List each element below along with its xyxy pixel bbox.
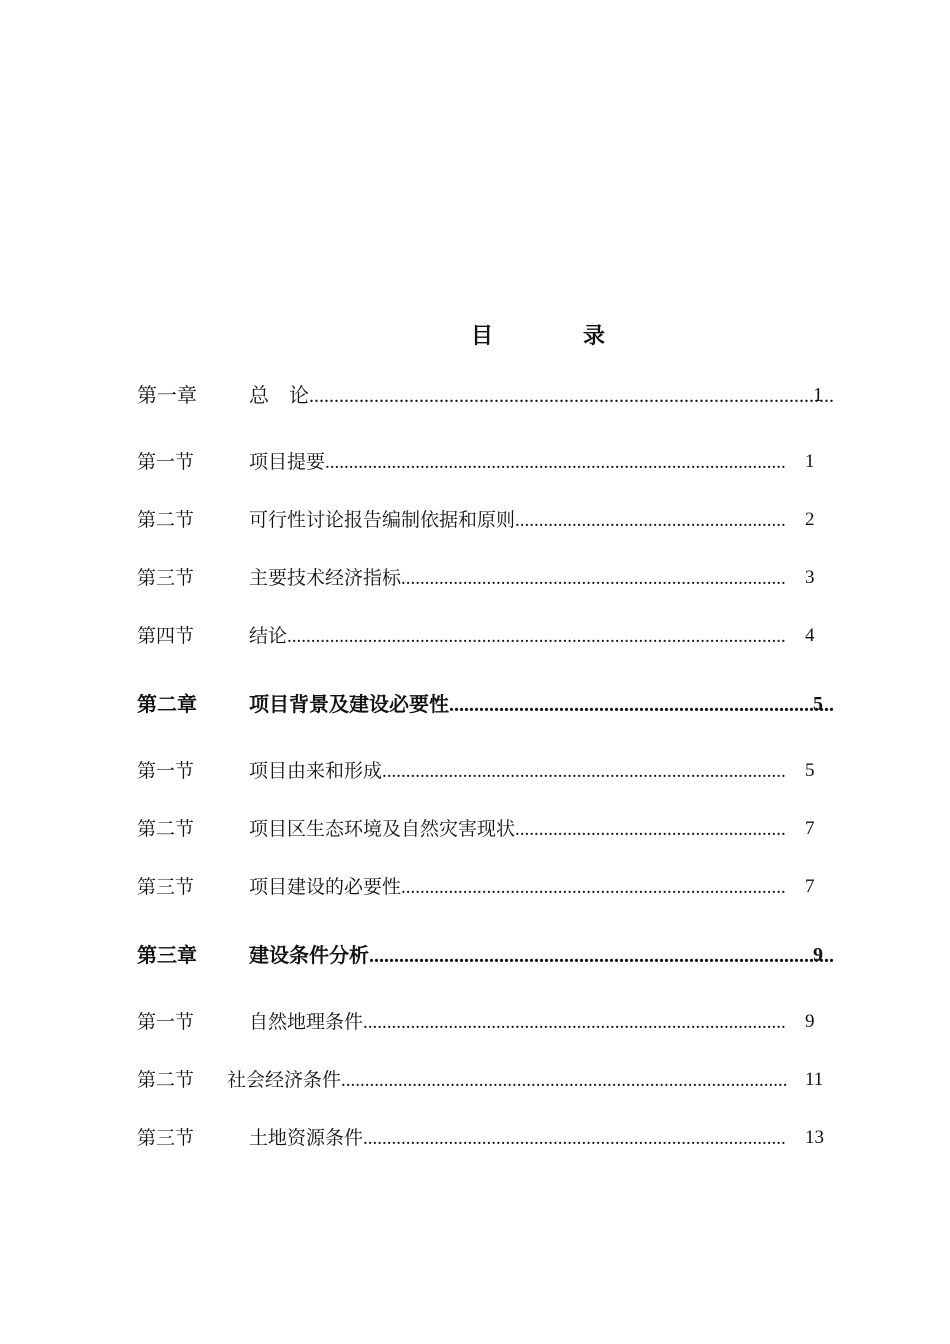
toc-entry-section[interactable]	[0, 1065, 950, 1095]
toc-entry-title: 总 论	[249, 383, 309, 407]
toc-entry-number: 第四节	[137, 625, 195, 647]
toc-entry-title: 结论	[249, 625, 288, 647]
toc-dot-leader	[309, 381, 834, 411]
toc-entry-number: 第三章	[137, 943, 197, 967]
toc-dot-leader	[382, 757, 787, 787]
toc-entry-title: 建设条件分析	[249, 943, 369, 967]
toc-entry-section[interactable]	[0, 563, 950, 593]
toc-dot-leader	[325, 448, 787, 478]
toc-dot-leader	[449, 690, 834, 720]
toc-entry-section[interactable]	[0, 1123, 950, 1153]
toc-entry-number: 第三节	[137, 1127, 195, 1149]
toc-title-right: 录	[583, 323, 606, 349]
toc-entry-title: 项目背景及建设必要性	[249, 692, 449, 716]
toc-entry-page: 7	[805, 876, 815, 897]
toc-entry-section[interactable]	[0, 756, 950, 786]
toc-entry-leader	[249, 940, 834, 971]
toc-entry-title: 社会经济条件	[227, 1069, 342, 1091]
toc-dot-leader	[369, 941, 834, 971]
toc-entry-section[interactable]	[0, 814, 950, 844]
toc-entry-leader	[249, 447, 787, 478]
toc-entry-chapter-1[interactable]	[0, 380, 950, 410]
toc-entry-number: 第二节	[137, 818, 195, 840]
toc-entry-number: 第二节	[137, 509, 195, 531]
toc-entry-number: 第三节	[137, 876, 195, 898]
toc-entry-page: 11	[805, 1069, 824, 1090]
toc-entry-number: 第二节	[137, 1069, 195, 1091]
toc-entry-title: 可行性讨论报告编制依据和原则	[249, 509, 516, 531]
toc-dot-leader	[363, 1124, 787, 1154]
toc-entry-leader	[249, 505, 787, 536]
toc-dot-leader	[341, 1066, 787, 1096]
toc-entry-page: 9	[813, 944, 823, 966]
toc-entry-leader	[249, 563, 787, 594]
toc-dot-leader	[401, 873, 787, 903]
toc-entry-page: 9	[805, 1011, 815, 1032]
toc-entry-leader	[249, 872, 787, 903]
toc-entry-number: 第三节	[137, 567, 195, 589]
toc-entry-number: 第一章	[137, 383, 197, 407]
toc-entry-leader	[249, 1007, 787, 1038]
toc-entry-number: 第一节	[137, 451, 195, 473]
toc-entry-leader	[249, 380, 834, 411]
toc-entry-section[interactable]	[0, 1007, 950, 1037]
toc-entry-page: 4	[805, 625, 815, 646]
toc-entry-leader	[249, 756, 787, 787]
toc-entry-section[interactable]	[0, 447, 950, 477]
toc-entry-title: 主要技术经济指标	[249, 567, 402, 589]
toc-entry-page: 1	[805, 451, 815, 472]
toc-entry-page: 3	[805, 567, 815, 588]
toc-entry-page: 2	[805, 509, 815, 530]
toc-entry-number: 第一节	[137, 1011, 195, 1033]
toc-entry-leader	[249, 1123, 787, 1154]
toc-entry-title: 自然地理条件	[249, 1011, 364, 1033]
toc-dot-leader	[287, 622, 787, 652]
toc-title-left: 目	[471, 323, 494, 349]
toc-entry-section[interactable]	[0, 872, 950, 902]
toc-entry-page: 5	[813, 693, 823, 715]
toc-entry-leader	[249, 814, 787, 845]
toc-entry-page: 13	[805, 1127, 824, 1148]
toc-dot-leader	[515, 506, 787, 536]
toc-entry-number: 第二章	[137, 692, 197, 716]
toc-entry-title: 项目由来和形成	[249, 760, 383, 782]
toc-dot-leader	[401, 564, 787, 594]
toc-dot-leader	[363, 1008, 787, 1038]
toc-entry-section[interactable]	[0, 621, 950, 651]
toc-entry-section[interactable]	[0, 505, 950, 535]
toc-entry-page: 7	[805, 818, 815, 839]
toc-entry-page: 5	[805, 760, 815, 781]
toc-entry-title: 项目提要	[249, 451, 326, 473]
toc-entry-page: 1	[813, 384, 823, 406]
toc-entry-chapter-3[interactable]	[0, 940, 950, 970]
toc-entry-title: 项目建设的必要性	[249, 876, 402, 898]
toc-entry-number: 第一节	[137, 760, 195, 782]
toc-entry-leader	[249, 621, 787, 652]
toc-entry-title: 项目区生态环境及自然灾害现状	[249, 818, 516, 840]
toc-entry-leader	[227, 1065, 787, 1096]
toc-entry-title: 土地资源条件	[249, 1127, 364, 1149]
toc-entry-leader	[249, 689, 834, 720]
toc-dot-leader	[515, 815, 787, 845]
toc-entry-chapter-2[interactable]	[0, 689, 950, 719]
